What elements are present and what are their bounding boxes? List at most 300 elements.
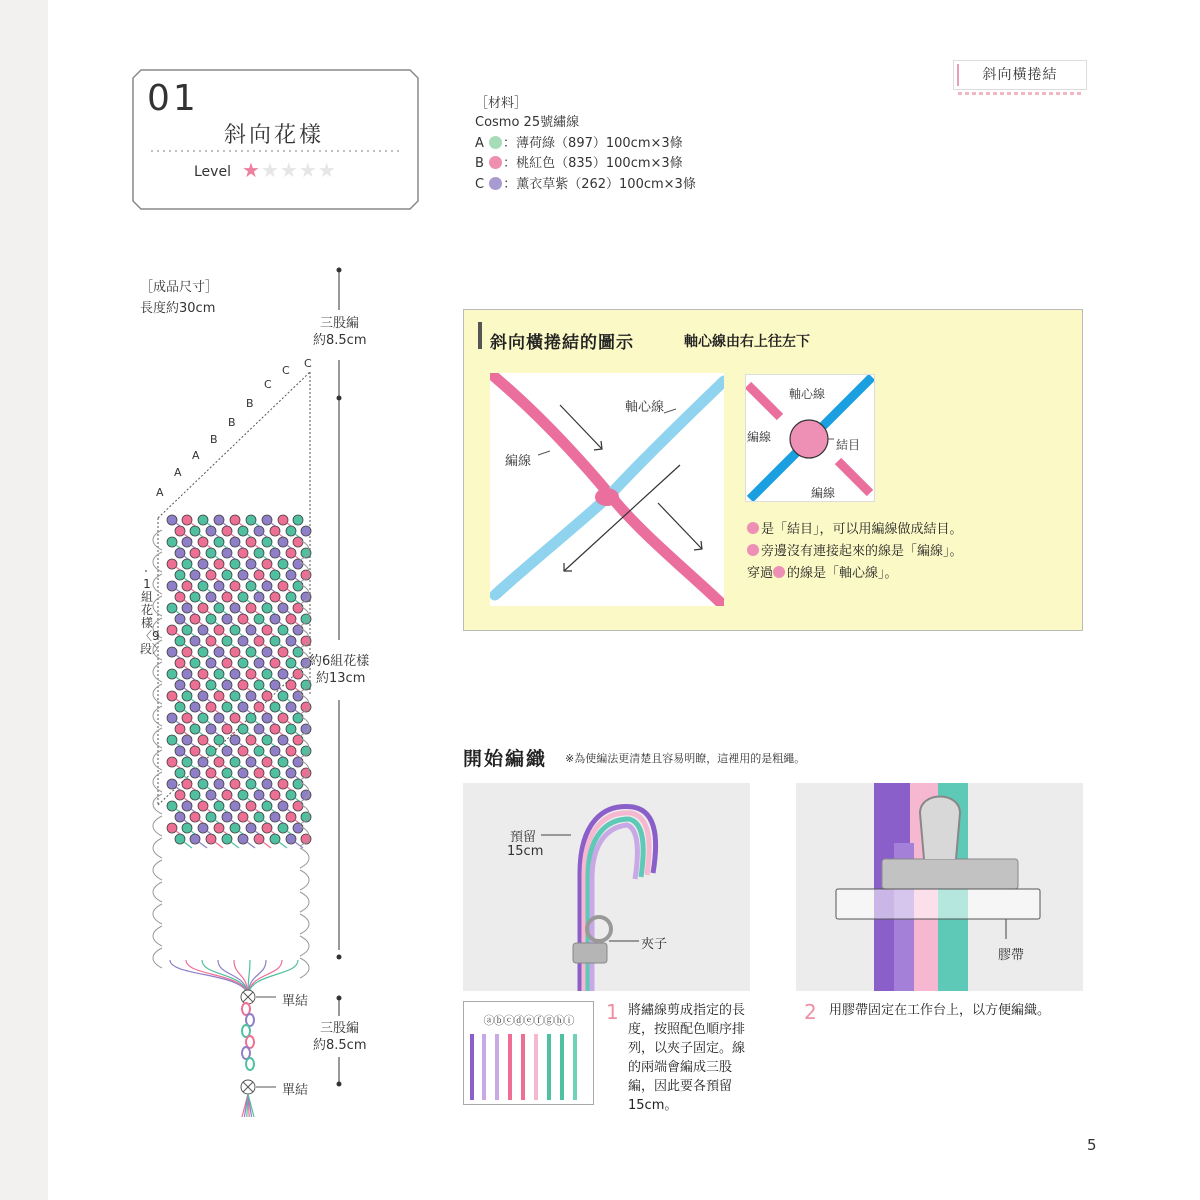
strand-letter: A: [174, 466, 182, 479]
knot-dot: [182, 603, 192, 613]
knot-dot: [293, 757, 303, 767]
knot-dot: [262, 779, 272, 789]
knot-dot: [190, 592, 200, 602]
knot-dot: [286, 548, 296, 558]
knot-dot: [222, 614, 232, 624]
start-note: ※為使編法更清楚且容易明瞭，這裡用的是粗繩。: [565, 752, 806, 765]
knot-dot: [182, 823, 192, 833]
knot-dot: [270, 570, 280, 580]
knot-dot: [175, 592, 185, 602]
knot-dot: [238, 834, 248, 844]
knot-dot: [238, 548, 248, 558]
knot-dot-icon: [773, 566, 785, 578]
step1-text: 將繡線剪成指定的長度，按照配色順序排列，以夾子固定。線的兩端會編成三股編，因此要各預留15cm。: [628, 1003, 746, 1113]
knot-dot: [230, 691, 240, 701]
knot-dot: [167, 669, 177, 679]
knot-dot: [214, 669, 224, 679]
side-loop: [153, 816, 162, 836]
knot-dot: [230, 713, 240, 723]
knot-dot: [254, 548, 264, 558]
knot-dot: [278, 603, 288, 613]
knot-dot: [175, 768, 185, 778]
level-stars: [242, 158, 337, 182]
knot-dot: [278, 559, 288, 569]
step2-text: 用膠帶固定在工作台上，以方便編織。: [829, 1003, 1051, 1018]
knot-dot: [198, 559, 208, 569]
diagram-title: 斜向橫捲結的圖示: [490, 333, 634, 353]
knot-dot-icon: [747, 522, 759, 534]
knot-dot: [278, 713, 288, 723]
knot-dot: [206, 746, 216, 756]
knot-dot: [293, 801, 303, 811]
knot-dot: [262, 515, 272, 525]
knot-dot: [254, 724, 264, 734]
knot-photo: [490, 373, 724, 606]
page-gutter: [0, 0, 48, 1200]
knot-dot: [198, 647, 208, 657]
strand-segment: [215, 842, 223, 848]
knot-dot: [167, 537, 177, 547]
knot-dot: [206, 790, 216, 800]
knot-dot: [206, 812, 216, 822]
knot-dot: [198, 537, 208, 547]
knot-dot: [293, 779, 303, 789]
knot-dot: [222, 592, 232, 602]
thread-order-letters: ⓐⓑⓒⓓⓔⓕⓖⓗⓘ: [483, 1014, 574, 1027]
knot-dot: [167, 625, 177, 635]
knot-dot: [214, 779, 224, 789]
step2-photo: [796, 783, 1083, 991]
knot-dot: [286, 570, 296, 580]
knot-dot: [278, 515, 288, 525]
knot-dot: [278, 625, 288, 635]
knot-dot: [214, 647, 224, 657]
diagram-subtitle: 軸心線由右上往左下: [684, 334, 810, 350]
knot-dot: [286, 790, 296, 800]
step1-number: 1: [606, 1000, 619, 1024]
pattern-count-label: 約6組花樣: [309, 654, 370, 669]
star-filled-icon: ★: [242, 158, 261, 182]
knot-dot: [230, 603, 240, 613]
knot-dot: [230, 559, 240, 569]
knot-dot: [230, 801, 240, 811]
knot-dot: [238, 702, 248, 712]
braid-top-length: 約8.5cm: [313, 333, 367, 348]
knot-dot: [278, 779, 288, 789]
knot-dot: [206, 834, 216, 844]
material-item-c: C ：薰衣草紫（262）100cm×3條: [475, 177, 696, 192]
knot-dot: [190, 614, 200, 624]
knot-dot: [214, 735, 224, 745]
knot-dot: [222, 724, 232, 734]
knot-dot: [190, 834, 200, 844]
materials-thread: Cosmo 25號繡線: [475, 115, 580, 130]
knot-dot: [278, 757, 288, 767]
knot-dot: [246, 757, 256, 767]
knot-dot: [222, 790, 232, 800]
lesson-title: 斜向花樣: [224, 123, 325, 148]
knot-dot: [214, 691, 224, 701]
strand-letter: A: [192, 449, 200, 462]
knot-dot: [214, 713, 224, 723]
knot-dot: [278, 801, 288, 811]
knot-dot: [254, 768, 264, 778]
star-empty-icon: ★: [298, 158, 318, 182]
knot-dot: [262, 691, 272, 701]
knot-dot: [254, 702, 264, 712]
knot-dot: [198, 801, 208, 811]
knot-dot: [222, 570, 232, 580]
knot-dot: [206, 526, 216, 536]
knot-dot: [167, 515, 177, 525]
knot-dot: [293, 735, 303, 745]
lavender-dot-icon: [489, 177, 502, 190]
knot-dot: [190, 548, 200, 558]
title-bar-accent: [478, 322, 482, 349]
schematic-knot-label: 結目: [836, 438, 861, 452]
strand-letter: C: [304, 357, 312, 370]
side-loop: [300, 936, 309, 956]
knot-dot: [206, 724, 216, 734]
knot-dot: [238, 724, 248, 734]
knot-dot: [182, 515, 192, 525]
strand-letter: C: [282, 364, 290, 377]
knot-dot: [246, 713, 256, 723]
knot-label-top: 單結: [282, 994, 309, 1009]
knot-dot: [167, 647, 177, 657]
knot-dot: [270, 702, 280, 712]
knot-dot: [175, 570, 185, 580]
knot-dot: [293, 603, 303, 613]
knot-dot: [214, 603, 224, 613]
knot-dot: [270, 724, 280, 734]
lesson-number: 01: [147, 78, 199, 119]
knot-dot: [254, 812, 264, 822]
reserve-length: 15cm: [507, 844, 544, 859]
side-loop: [300, 958, 309, 978]
knot-dot: [246, 515, 256, 525]
knot-dot: [175, 526, 185, 536]
knot-dot: [254, 746, 264, 756]
knot-dot: [230, 757, 240, 767]
knot-dot: [182, 801, 192, 811]
level-label: Level: [194, 164, 231, 180]
knot-dot: [206, 570, 216, 580]
knot-dot: [246, 625, 256, 635]
knot-dot: [286, 636, 296, 646]
star-empty-icon: ★: [317, 158, 337, 182]
knot-dot: [182, 647, 192, 657]
knot-dot: [182, 713, 192, 723]
knot-dot: [293, 625, 303, 635]
note-2: 旁邊沒有連接起來的線是「編線」。: [747, 540, 963, 559]
knot-dot: [254, 592, 264, 602]
pattern-length: 約13cm: [316, 671, 366, 686]
strand-segment: [199, 842, 207, 848]
knot-dot: [270, 834, 280, 844]
knot-dot: [286, 812, 296, 822]
start-title: 開始編織: [463, 748, 548, 770]
knot-dot: [254, 680, 264, 690]
knot-dot: [270, 636, 280, 646]
knot-dot: [190, 570, 200, 580]
size-length: 長度約30cm: [140, 301, 216, 316]
knot-dot: [270, 658, 280, 668]
knot-dot: [206, 548, 216, 558]
side-loop: [153, 838, 162, 858]
set-label: 1組花樣〈9段〉: [140, 577, 165, 656]
measure-dot: [337, 268, 342, 273]
knot-dot: [286, 768, 296, 778]
knot-dot: [246, 603, 256, 613]
knot-dot: [167, 757, 177, 767]
strand-letter: A: [156, 486, 164, 499]
knot-dot: [270, 812, 280, 822]
knot-dot: [246, 537, 256, 547]
knot-dot: [270, 768, 280, 778]
knot-dot: [230, 537, 240, 547]
pink-dot-icon: [489, 156, 502, 169]
braid-bottom-length: 約8.5cm: [313, 1038, 367, 1053]
knot-dot: [246, 823, 256, 833]
knot-dot: [262, 537, 272, 547]
knot-dot: [293, 669, 303, 679]
tape-label: 膠帶: [998, 948, 1025, 963]
knot-dot: [206, 768, 216, 778]
knot-dot: [230, 823, 240, 833]
knot-dot: [198, 625, 208, 635]
knot-dot: [167, 735, 177, 745]
side-loop: [153, 926, 162, 946]
knot-dot: [190, 526, 200, 536]
measure-dot: [337, 955, 342, 960]
strand-segment: [279, 842, 287, 848]
knot-dot: [182, 581, 192, 591]
knot-dot: [238, 526, 248, 536]
knot-dot: [238, 614, 248, 624]
knot-dot: [167, 559, 177, 569]
side-loop: [300, 914, 309, 934]
knot-dot: [262, 669, 272, 679]
knot-dot: [190, 702, 200, 712]
knot-dot: [254, 526, 264, 536]
knot-dot: [286, 592, 296, 602]
knot-dot: [198, 823, 208, 833]
knot-dot: [262, 713, 272, 723]
knot-dot: [175, 834, 185, 844]
braid-top-label: 三股編: [320, 316, 360, 331]
knot-dot: [238, 658, 248, 668]
knot-dot: [175, 680, 185, 690]
schematic-weave-label-2: 編線: [811, 486, 836, 500]
reserve-label: 預留: [510, 830, 537, 845]
knot-dot: [175, 658, 185, 668]
knot-dot: [238, 570, 248, 580]
schematic-weave-label-1: 編線: [747, 430, 772, 444]
knot-dot: [222, 834, 232, 844]
knot-label-bottom: 單結: [282, 1083, 309, 1098]
knot-dot: [262, 757, 272, 767]
pattern-guide: [158, 372, 310, 518]
side-loop: [153, 904, 162, 924]
knot-dot: [293, 647, 303, 657]
strand-letter: B: [246, 397, 254, 410]
knot-dot: [254, 636, 264, 646]
braid-bottom-label: 三股編: [320, 1021, 360, 1036]
knot-dot-icon: [747, 544, 759, 556]
strand-letter: C: [264, 378, 272, 391]
knot-dot: [246, 691, 256, 701]
knot-dot: [270, 680, 280, 690]
note-1: 是「結目」，可以用編線做成結目。: [747, 518, 963, 537]
step1-photo: [463, 783, 750, 991]
material-item-a: A ：薄荷綠（897）100cm×3條: [475, 136, 683, 151]
knot-dot: [206, 702, 216, 712]
knot-dot: [222, 658, 232, 668]
knot-dot: [214, 625, 224, 635]
side-loop: [153, 882, 162, 902]
knot-dot: [286, 834, 296, 844]
knot-dot: [175, 746, 185, 756]
knot-dot: [238, 746, 248, 756]
thread-order-chart: [463, 1001, 594, 1105]
knot-dot: [206, 658, 216, 668]
knot-dot: [167, 823, 177, 833]
knot-dot: [190, 724, 200, 734]
knot-dot: [182, 735, 192, 745]
knot-dot: [278, 581, 288, 591]
knot-dot: [175, 614, 185, 624]
knot-dot: [222, 548, 232, 558]
knot-dot: [206, 614, 216, 624]
knot-dot: [190, 680, 200, 690]
knot-dot: [167, 713, 177, 723]
clip-label: 夾子: [641, 937, 668, 952]
measure-dot: [337, 396, 342, 401]
knot-dot: [230, 779, 240, 789]
knot-dot: [238, 636, 248, 646]
knot-dot: [278, 823, 288, 833]
knot-dot: [190, 658, 200, 668]
step2-number: 2: [804, 1000, 817, 1024]
knot-dot: [262, 647, 272, 657]
knot-dot: [190, 636, 200, 646]
knot-dot: [254, 790, 264, 800]
knot-dot: [198, 515, 208, 525]
knot-dot: [254, 834, 264, 844]
strand-segment: [263, 842, 271, 848]
knot-dot: [286, 526, 296, 536]
page-tag: 斜向橫捲結: [953, 60, 1087, 90]
knot-dot: [222, 702, 232, 712]
knot-dot: [238, 592, 248, 602]
knot-dot: [246, 669, 256, 679]
knot-dot: [230, 625, 240, 635]
knot-dot: [238, 768, 248, 778]
knot-dot: [222, 680, 232, 690]
knot-dot: [198, 757, 208, 767]
knot-dot: [206, 680, 216, 690]
knot-dot: [278, 691, 288, 701]
knot-dot: [293, 581, 303, 591]
knot-dot: [214, 515, 224, 525]
knot-dot: [190, 812, 200, 822]
knot-dot: [175, 636, 185, 646]
knot-dot: [278, 647, 288, 657]
knot-dot: [293, 537, 303, 547]
knot-dot: [198, 779, 208, 789]
knot-dot: [301, 526, 311, 536]
knot-dot: [182, 779, 192, 789]
knot-dot: [206, 592, 216, 602]
knot-dot: [206, 636, 216, 646]
knot-dot: [167, 581, 177, 591]
knot-dot: [262, 559, 272, 569]
knot-dot: [286, 614, 296, 624]
knot-dot: [182, 757, 192, 767]
knot-dot: [246, 581, 256, 591]
knot-dot: [167, 779, 177, 789]
knot-dot: [198, 735, 208, 745]
mint-dot-icon: [489, 136, 502, 149]
knot-dot: [238, 812, 248, 822]
knot-dot: [190, 768, 200, 778]
photo-label-weave: 編線: [505, 454, 532, 469]
knot-dot: [238, 680, 248, 690]
strand-segment: [247, 842, 255, 848]
knot-dot: [262, 603, 272, 613]
knot-dot: [238, 790, 248, 800]
knot-dot: [182, 669, 192, 679]
knot-dot: [286, 680, 296, 690]
knot-dot: [262, 581, 272, 591]
schematic-axis-label: 軸心線: [789, 387, 826, 401]
star-empty-icon: ★: [260, 158, 280, 182]
knot-dot: [182, 559, 192, 569]
knot-dot: [214, 757, 224, 767]
size-heading: ［成品尺寸］: [140, 280, 219, 295]
knot-dot: [198, 603, 208, 613]
knot-dot: [198, 691, 208, 701]
knot-dot: [214, 823, 224, 833]
knot-dot: [262, 735, 272, 745]
knot-dot: [293, 515, 303, 525]
knot-dot: [293, 823, 303, 833]
knot-dot: [182, 691, 192, 701]
knot-dot: [230, 581, 240, 591]
knot-dot: [175, 548, 185, 558]
strand-letter: B: [228, 416, 236, 429]
knot-dot: [262, 625, 272, 635]
side-loop: [300, 870, 309, 890]
knot-dot: [182, 537, 192, 547]
knot-dot: [190, 746, 200, 756]
materials-heading: ［材料］: [475, 96, 528, 111]
knot-dot: [270, 592, 280, 602]
knot-dot: [246, 647, 256, 657]
strand-line: [170, 960, 248, 997]
knot-dot: [190, 790, 200, 800]
knot-dot: [230, 647, 240, 657]
knot-dot: [230, 669, 240, 679]
knot-dot: [246, 559, 256, 569]
knot-dot: [214, 581, 224, 591]
strand-segment: [231, 842, 239, 848]
knot-dot: [286, 702, 296, 712]
knot-dot: [270, 614, 280, 624]
knot-dot: [222, 526, 232, 536]
knot-dot: [167, 801, 177, 811]
